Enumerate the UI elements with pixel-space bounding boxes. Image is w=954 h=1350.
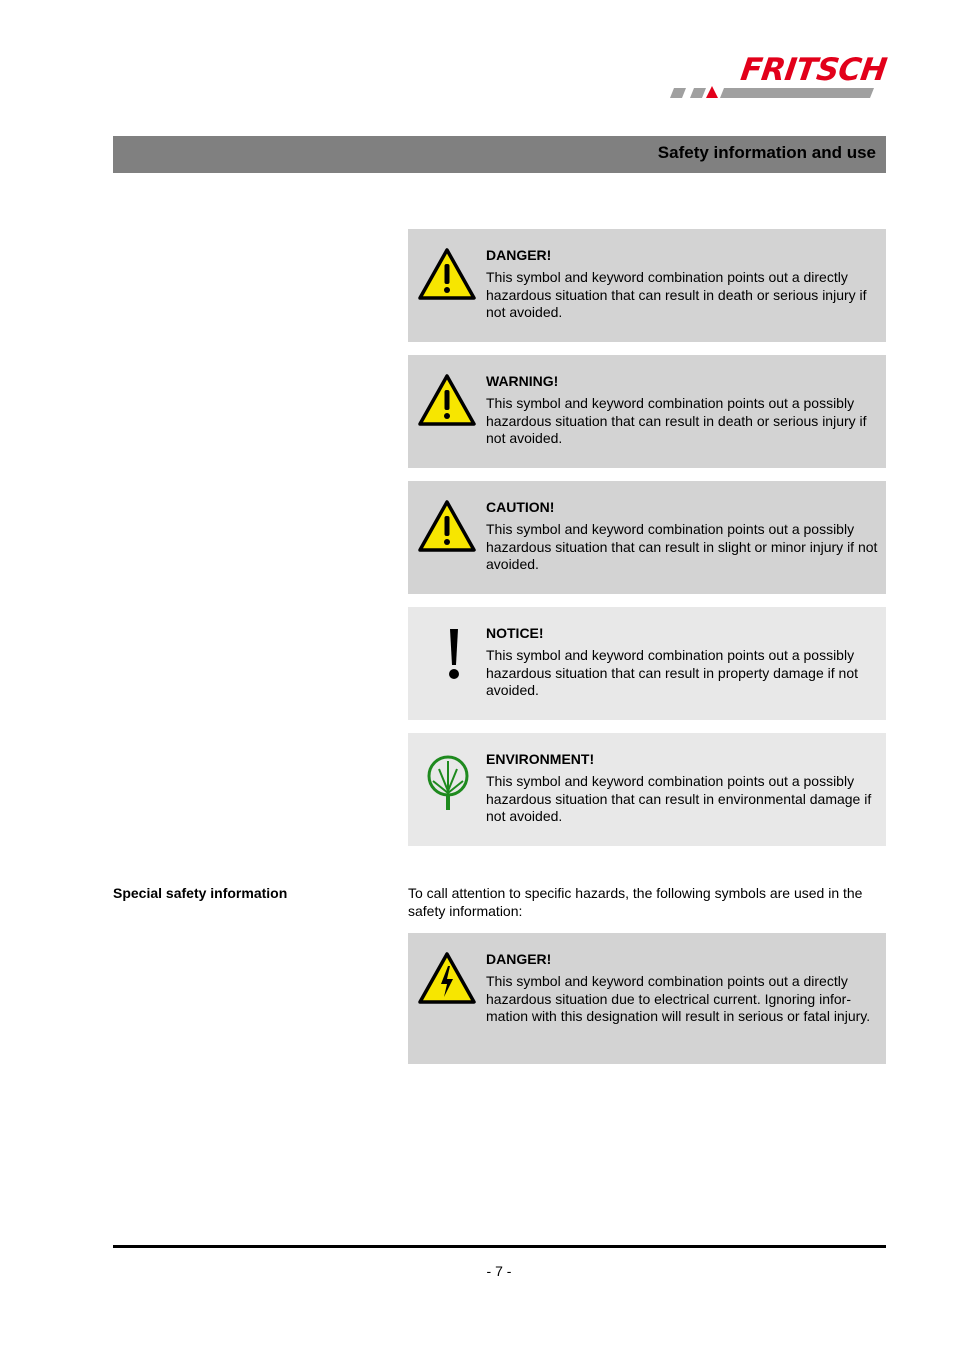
- box-text: This symbol and keyword combination points out a possibly hazardous situation that can result in environmental damage if not avoided.: [486, 772, 872, 825]
- logo-stripes: [668, 82, 878, 104]
- warning-triangle-icon: [417, 499, 477, 553]
- section-header-bar: [113, 136, 886, 173]
- logo-wordmark: FRITSCH: [738, 52, 889, 88]
- fritsch-logo: [668, 52, 890, 110]
- box-text: This symbol and keyword combination points out a possibly hazardous situation that can result in death or serious injury if not avoided.: [486, 394, 867, 447]
- tree-icon: [417, 751, 477, 811]
- special-intro-text: To call attention to specific hazards, the following symbols are used in the safety information:: [408, 885, 863, 919]
- electrical-hazard-icon: [417, 951, 477, 1005]
- footer-divider: [113, 1245, 886, 1248]
- environment-box: [408, 733, 886, 846]
- keyword-label: CAUTION!: [486, 499, 555, 515]
- section-title: Safety information and use: [657, 143, 876, 162]
- keyword-label: WARNING!: [486, 373, 559, 389]
- warning-triangle-icon: [417, 373, 477, 427]
- keyword-label: ENVIRONMENT!: [486, 751, 595, 767]
- page-number: - 7 -: [486, 1263, 512, 1279]
- warning-box: [408, 355, 886, 468]
- keyword-label: DANGER!: [486, 247, 552, 263]
- keyword-label: DANGER!: [486, 951, 552, 967]
- warning-triangle-icon: [417, 247, 477, 301]
- notice-box: [408, 607, 886, 720]
- electrical-danger-box: [408, 933, 886, 1064]
- caution-box: [408, 481, 886, 594]
- box-text: This symbol and keyword combination points out a possibly hazardous situation that can result in property damage if not avoided.: [486, 646, 858, 699]
- exclamation-icon: [417, 627, 477, 681]
- box-text: This symbol and keyword combination points out a possibly hazardous situation that can result in slight or minor injury if not avoided.: [486, 520, 878, 573]
- box-text: This symbol and keyword combination points out a directly hazardous situation that can result in death or serious injury if not avoided.: [486, 268, 867, 321]
- special-safety-label: Special safety information: [113, 885, 288, 901]
- box-text: This symbol and keyword combination points out a directly hazardous situation due to electrical current. Ignoring infor-mation with this designation will result in serious or fatal injury.: [486, 972, 871, 1025]
- danger-box: [408, 229, 886, 342]
- keyword-label: NOTICE!: [486, 625, 544, 641]
